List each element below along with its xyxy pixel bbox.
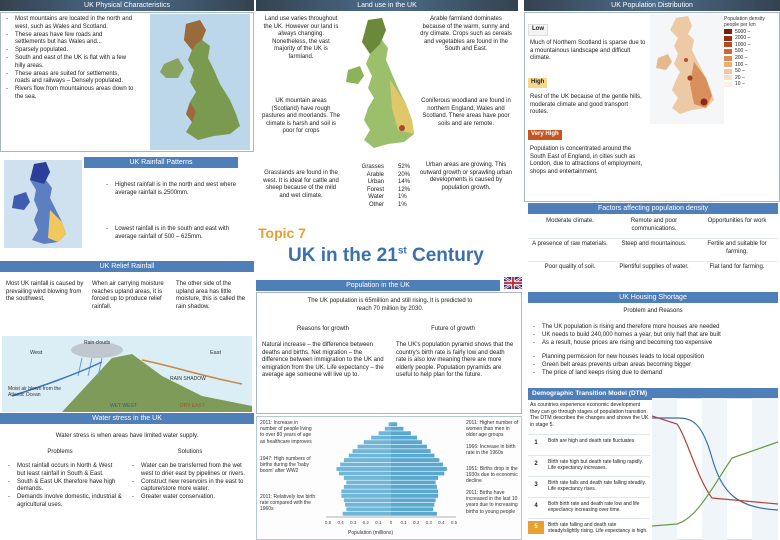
water-solutions [130, 463, 250, 502]
pyramid-bar-female [391, 472, 444, 476]
pyramid-note: 2011: Births have increased in the last 10 years due to increasing births to young people [466, 490, 518, 515]
vhigh-text: Population is concentrated around the South East of England, in cities such as London, due to attractions of employment, shops and entertainment. [530, 146, 643, 175]
label-dry-east: DRY EAST [180, 403, 205, 409]
housing-bullet: - UK needs to build 240,000 homes a year, but only half that are built [542, 332, 778, 340]
legend-swatch [724, 49, 732, 54]
pyramid-tick-label: 0.4 [337, 520, 344, 525]
landuse-row [356, 194, 416, 202]
dtm-stage-row [528, 434, 650, 455]
water-problem: - Demands involve domestic, industrial & agricultural uses. [17, 494, 122, 509]
housing-bullet: - Green belt areas prevents urban areas becoming bigger [542, 362, 778, 370]
pyramid-bar-male [339, 472, 391, 476]
reasons-text: Natural increase – the difference between deaths and births. Net migration – the difference between immigration to the UK and emigration from the UK. Life expectancy – the average age someone will live up to. [262, 342, 384, 379]
legend-label: 5000 – [735, 28, 751, 35]
topic-title-sup: st [397, 245, 407, 257]
factor-cell: Remote and poor communications. [612, 218, 696, 239]
pyramid-tick-label: 0 [389, 520, 393, 525]
landuse-cat: Grasses [361, 164, 384, 170]
landuse-pct: 12% [398, 186, 411, 193]
physical-bullets [4, 16, 134, 102]
pyramid-bar-male [340, 463, 391, 467]
pyramid-bar-male [364, 440, 391, 444]
rainfall-header [84, 157, 238, 168]
pyramid-bar-male [344, 498, 391, 502]
physical-title: UK Physical Characteristics [84, 2, 170, 9]
dtm-stage-text: Birth rate high but death rate falling rapidly. Life expectancy increases. [548, 459, 643, 472]
legend-label: 2000 – [735, 35, 751, 42]
pyramid-bar-male [371, 436, 391, 440]
pyramid-bar-female [391, 458, 439, 462]
water-solution: - Water can be transferred from the wet west to drier east by pipelines or rivers. [141, 463, 250, 478]
pyramid-bar-male [344, 458, 391, 462]
pyramid-bar-male [345, 503, 391, 507]
legend-label: 1000 – [735, 41, 751, 48]
physical-header [0, 0, 254, 11]
factor-cell: A presence of raw materials. [528, 241, 612, 262]
housing-header [528, 292, 778, 303]
factors-title: Factors affecting population density [598, 205, 708, 212]
pyramid-tick-label: 0.3 [425, 520, 432, 525]
legend-label: 20 – [735, 74, 745, 81]
water-header [0, 413, 254, 424]
dtm-stage-number: 4 [534, 503, 538, 509]
landuse-pct: 20% [398, 171, 411, 178]
housing-bullet: - The UK population is rising and therefore more houses are needed [542, 324, 778, 332]
water-solution: - Construct new reservoirs in the east to capture/store more water. [141, 479, 250, 494]
legend-swatch [724, 42, 732, 47]
legend-label: 500 – [735, 48, 748, 55]
pyramid-bar-female [391, 427, 403, 431]
relief-text-3: The other side of the upland area has little moisture, this is called the rain shadow. [176, 281, 246, 310]
landuse-cat: Other [368, 201, 384, 208]
legend-rows [724, 28, 778, 87]
relief-title: UK Relief Rainfall [99, 263, 155, 270]
pyramid-bar-male [341, 489, 391, 493]
legend-swatch [724, 62, 732, 67]
landuse-pct: 52% [398, 164, 411, 170]
pyramid-xlabel: Population (millions) [348, 530, 394, 536]
relief-text-1: Most UK rainfall is caused by prevailing wind blowing from the southwest. [6, 281, 84, 303]
pyramid-bar-female [391, 454, 434, 458]
pyramid-bar-female [391, 422, 397, 426]
legend-swatch [724, 69, 732, 74]
factors-header [528, 203, 778, 214]
factors-grid [528, 216, 778, 286]
low-text: Much of Northern Scotland is sparse due to a mountainous landscape and difficult climate. [530, 40, 646, 62]
pyramid-bar-male [336, 467, 391, 471]
high-tag [528, 78, 547, 88]
dtm-title: Demographic Transition Model (DTM) [532, 390, 648, 397]
dtm-stage-text: Both birth rate and death rate low and life expectancy increasing over time. [548, 501, 640, 514]
low-tag [528, 24, 548, 36]
dtm-stage-row [528, 455, 650, 476]
pyramid-bar-female [391, 476, 438, 480]
pyramid-bar-female [391, 512, 437, 516]
legend-sub: people per km [724, 22, 756, 29]
landuse-table [356, 164, 416, 210]
legend-swatch [724, 82, 732, 87]
legend-row [724, 48, 778, 55]
factor-cell: Opportunities for work [696, 218, 778, 239]
pyramid-tick-label: 0.1 [375, 520, 382, 525]
landuse-title: Land use in the UK [357, 2, 417, 9]
landuse-row [356, 172, 416, 180]
pyramid-bar-male [341, 494, 391, 498]
rainfall-high: - Highest rainfall is in the north and west where average rainfall is 2500mm. [115, 182, 250, 197]
housing-bullet: - As a result, house prices are rising and becoming too expensive [542, 340, 778, 348]
legend-label: 200 – [735, 54, 748, 61]
legend-label: 100 – [735, 61, 748, 68]
union-flag-icon [504, 277, 522, 289]
pyramid-bar-female [391, 503, 434, 507]
landuse-p3: Grasslands are found in the west. It is ideal for cattle and sheep because of the mild and wet climate. [263, 170, 339, 199]
pyramid-tick-label: 0.4 [438, 520, 445, 525]
label-rain-shadow: RAIN SHADOW [170, 376, 206, 382]
pyramid-tick-label: 0.2 [362, 520, 369, 525]
pyramid-note: 1947: High numbers of births during the 'baby boom' after WW2 [260, 456, 311, 475]
pyramid-bar-female [391, 467, 447, 471]
water-title: Water stress in the UK [92, 415, 162, 422]
pyramid-bar-female [391, 436, 417, 440]
physical-bullet: - Most mountains are located in the north and west, such as Wales and Scotland. [15, 16, 134, 31]
vhigh-tag-text: Very High [528, 130, 562, 140]
landuse-pct: 1% [398, 194, 407, 201]
pyramid-bar-male [349, 454, 391, 458]
factor-cell: Moderate climate. [528, 218, 612, 239]
distribution-title: UK Population Distribution [611, 2, 693, 9]
dtm-stage-row [528, 518, 650, 539]
population-title: Population in the UK [346, 282, 410, 289]
density-map [650, 14, 724, 124]
label-east: East [210, 350, 222, 356]
label-rain-clouds: Rain clouds [84, 340, 111, 346]
label-west: West [30, 350, 43, 356]
legend-row [724, 75, 778, 82]
topic-title-end: Century [406, 245, 484, 266]
pyramid-bar-female [391, 485, 437, 489]
factor-cell: Fertile and suitable for farming. [696, 241, 778, 262]
housing-bullet: - Planning permission for new houses leads to local opposition [542, 354, 778, 362]
rainfall-low: - Lowest rainfall is in the south and east with average rainfall of 500 – 625mm. [115, 226, 250, 241]
legend-row [724, 42, 778, 49]
legend-row [724, 55, 778, 62]
rainfall-bullets [104, 182, 250, 198]
legend-title: Population density [724, 16, 765, 22]
legend-swatch [724, 36, 732, 41]
water-intro: Water stress is when areas have limited water supply. [55, 433, 199, 439]
legend-swatch [724, 29, 732, 34]
rainfall-title: UK Rainfall Patterns [129, 159, 193, 166]
legend-row [724, 35, 778, 42]
physical-bullet: - Rivers flow from mountainous areas down to the sea. [15, 86, 134, 101]
pyramid-note: 2011: Increase in number of people living to over 80 years of age as healthcare improves [260, 420, 312, 445]
legend-row [724, 28, 778, 35]
pyramid-bar-male [389, 422, 391, 426]
dtm-stage-number: 1 [534, 440, 538, 446]
pyramid-tick-label: 0.2 [413, 520, 420, 525]
dtm-stage-text: Birth rate falling and death rate steady/slightly rising. Life expectancy is high. [548, 522, 648, 535]
dtm-stage-number: 3 [534, 482, 538, 488]
high-text: Rest of the UK because of the gentle hills, moderate climate and good transport routes. [530, 94, 642, 116]
population-header [256, 280, 500, 291]
rainfall-map [4, 160, 82, 248]
dtm-stage-text: Birth rate falls and death rate falling steadily. Life expectancy rises. [548, 480, 647, 493]
landuse-row [356, 187, 416, 195]
rainfall-bullets-2 [104, 226, 250, 242]
water-problems [6, 463, 122, 510]
physical-bullet: - Sparsely populated. [15, 47, 134, 55]
density-legend [724, 16, 778, 88]
legend-swatch [724, 75, 732, 80]
landuse-p5: Coniferous woodland are found in northern England, Wales and Scotland. There areas have poor soils and are remote. [421, 98, 511, 127]
vhigh-tag [528, 130, 562, 140]
water-solutions-label: Solutions [177, 449, 203, 455]
pyramid-bar-male [343, 512, 391, 516]
landuse-pct: 14% [398, 179, 411, 186]
landuse-cat: Water [368, 194, 384, 201]
pyramid-bar-female [391, 449, 431, 453]
dtm-stage-number: 5 [528, 521, 544, 534]
pyramid-tick-label: 0.5 [324, 520, 332, 525]
pyramid-bar-male [344, 485, 391, 489]
pyramid-bar-female [391, 463, 443, 467]
population-intro: The UK population is 65million and still rising. It is predicted to reach 70 million by 2030. [307, 298, 473, 312]
legend-row [724, 81, 778, 88]
factor-cell: Plentiful supplies of water. [619, 264, 689, 270]
pyramid-bar-male [346, 480, 391, 484]
pyramid-tick-label: 0.1 [400, 520, 407, 525]
factor-cell: Poor quality of soil. [544, 264, 596, 270]
landuse-row [356, 202, 416, 210]
landuse-row [356, 179, 416, 187]
housing-title: UK Housing Shortage [619, 294, 687, 301]
housing-problems-label: Problem and Reasons [623, 308, 683, 314]
dtm-stage-row [528, 497, 650, 518]
topic-label: Topic 7 [258, 225, 306, 241]
pyramid-bar-female [391, 480, 436, 484]
population-pyramid [318, 420, 464, 528]
pyramid-bar-female [391, 440, 422, 444]
landuse-p4: Arable farmland dominates because of the warm, sunny and dry climate. Crops such as cereals and vegetables are found in the South and East. [420, 16, 512, 53]
water-problem: - Most rainfall occurs in North & West but least rainfall in South & East. [17, 463, 122, 478]
landuse-header [256, 0, 518, 11]
physical-bullet: - These areas have few roads and settlements but has Wales and... [15, 32, 134, 47]
pyramid-bar-female [391, 489, 438, 493]
pyramid-bar-male [379, 431, 391, 435]
pyramid-bar-male [385, 427, 391, 431]
legend-row [724, 68, 778, 75]
landuse-p2: UK mountain areas (Scotland) have rough pastures and moorlands. The climate is harsh and soil is poor for crops [262, 98, 340, 135]
housing-bullets-1 [528, 324, 778, 348]
topic-title [288, 244, 484, 268]
label-wet-west: WET WEST [110, 403, 137, 409]
pyramid-bar-female [391, 431, 411, 435]
pyramid-note: 1966: Increase in birth rate in the 1960s [466, 444, 516, 457]
dtm-stage-row [528, 476, 650, 497]
landuse-cat: Forest [366, 186, 384, 193]
water-problem: - South & East UK therefore have high demands. [17, 479, 122, 494]
pyramid-bar-male [344, 476, 391, 480]
pyramid-bar-female [391, 507, 433, 511]
legend-swatch [724, 56, 732, 61]
landuse-map [340, 16, 418, 162]
landuse-pct: 1% [398, 201, 407, 208]
legend-label: 50 – [735, 68, 745, 75]
dtm-graph [652, 398, 778, 540]
dtm-stage-number: 2 [534, 461, 538, 467]
landuse-p1: Land use varies throughout the UK. However our land is always changing. Nonetheless, the vast majority of the UK is farmland. [263, 16, 339, 60]
relief-header [0, 261, 254, 272]
pyramid-bar-male [358, 445, 391, 449]
reasons-label: Reasons for growth [296, 326, 350, 332]
legend-row [724, 61, 778, 68]
label-moist-air: Moist air blown from the Atlantic Ocean [8, 386, 62, 399]
pyramid-tick-label: 0.3 [350, 520, 357, 525]
uk-relief-map [150, 14, 250, 150]
dtm-stages [528, 434, 650, 539]
dtm-intro: As countries experience economic development they can go through stages of population transition. The DTM describes the changes and shows the UK in stage 5. [530, 402, 649, 428]
landuse-row [356, 164, 416, 172]
factor-cell: Flat land for farming. [709, 264, 765, 270]
distribution-header [524, 0, 780, 11]
pyramid-bar-female [391, 445, 427, 449]
pyramid-tick-label: 0.5 [450, 520, 458, 525]
dtm-stage-text: Both are high and death rate fluctuates [548, 438, 635, 444]
pyramid-bar-male [353, 449, 391, 453]
low-tag-text: Low [528, 24, 548, 36]
pyramid-note: 2011: Higher number of women than men in older age groups [466, 420, 519, 439]
pyramid-note: 2011: Relatively low birth rate compared with the 1960s [260, 494, 316, 513]
pyramid-bar-female [391, 498, 436, 502]
legend-label: 10 – [735, 81, 745, 88]
factor-cell: Steep and mountainous. [612, 241, 696, 262]
water-problems-label: Problems [47, 449, 73, 455]
housing-bullet: - The price of land keeps rising due to demand [542, 370, 778, 378]
topic-title-main: UK in the 21 [288, 245, 398, 266]
high-tag-text: High [528, 78, 547, 88]
housing-bullets-2 [528, 354, 778, 378]
relief-text-2: When air carrying moisture reaches upland areas, it is forced up to produce relief rainfall. [92, 281, 164, 310]
pyramid-note: 1951: Births drop in the 1930s due to economic decline [466, 466, 518, 485]
landuse-p6: Urban areas are growing. This outward growth or sprawling urban developments is caused by population growth. [419, 162, 513, 191]
water-solution: - Greater water conservation. [141, 494, 250, 502]
physical-bullet: - These areas are suited for settlements, roads and railways – Densely populated. [15, 71, 134, 86]
landuse-cat: Urban [367, 179, 384, 186]
future-label: Future of growth [431, 326, 475, 332]
physical-bullet: - South and east of the UK is flat with a few hilly areas. [15, 55, 134, 70]
pyramid-bar-male [346, 507, 391, 511]
future-text: The UK's population pyramid shows that the country's birth rate is fairly low and death rate is also low meaning there are more elderly people. Population pyramids are useful to help plan for the future. [396, 342, 514, 379]
pyramid-bar-female [391, 494, 438, 498]
landuse-cat: Arable [366, 171, 384, 178]
relief-diagram [2, 336, 252, 412]
